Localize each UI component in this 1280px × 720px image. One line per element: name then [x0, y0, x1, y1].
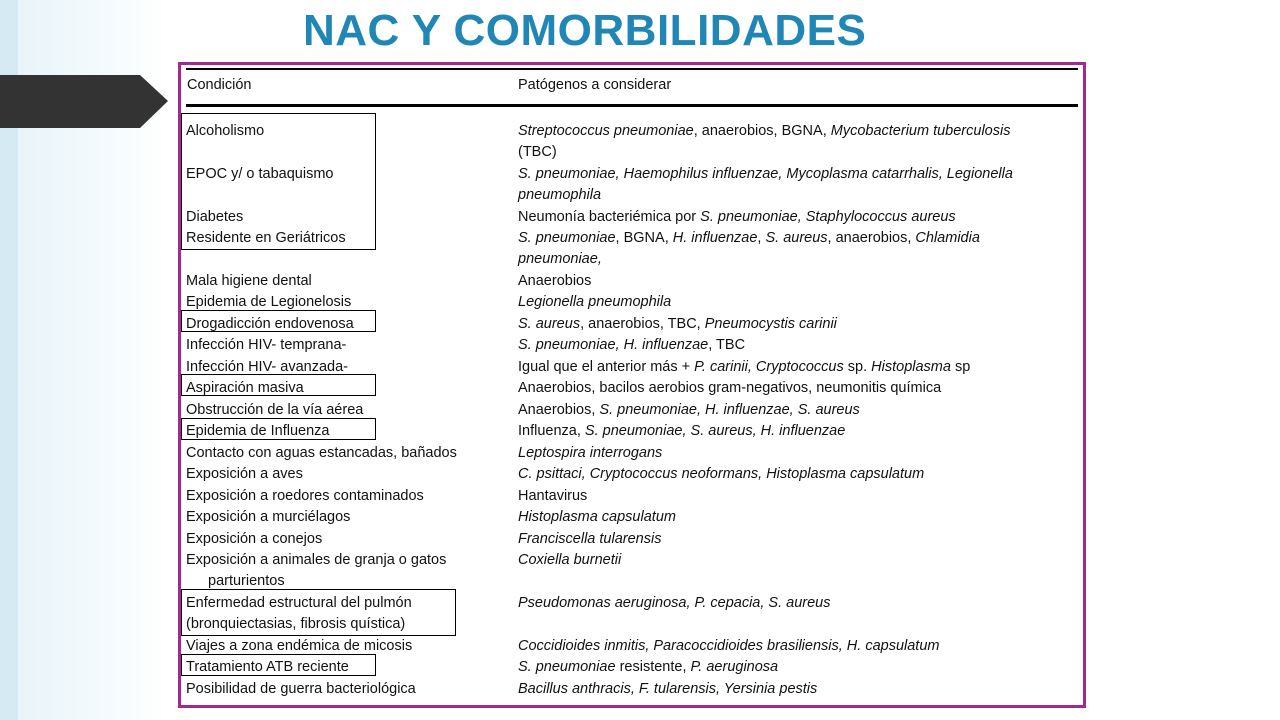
pathogen-text: Mycobacterium tuberculosis: [830, 123, 1011, 139]
arrow-decor-shape: [0, 75, 168, 128]
pathogen-text: S. aureus: [765, 230, 828, 246]
pathogen-text: P. aeruginosa: [690, 659, 779, 675]
condition-cell: Exposición a conejos: [186, 531, 323, 547]
condition-cell: Aspiración masiva: [186, 380, 304, 396]
pathogen-cell: [518, 164, 1013, 185]
pathogen-cell: [518, 357, 970, 378]
pathogen-text: pneumoniae,: [518, 251, 602, 267]
pathogen-text: Hantavirus: [518, 488, 588, 504]
pathogen-text: Histoplasma: [871, 359, 951, 375]
pathogen-text: Chlamidia: [915, 230, 980, 246]
pathogen-cell: [518, 271, 591, 292]
header-rule-bottom: [186, 104, 1078, 107]
pathogen-text: C. psittaci, Cryptococcus neoformans, Histoplasma capsulatum: [518, 466, 925, 482]
pathogen-text: (TBC): [518, 144, 557, 160]
pathogen-text: Pneumocystis carinii: [704, 316, 837, 332]
condition-cell: (bronquiectasias, fibrosis quística): [186, 616, 406, 632]
pathogen-cell: [518, 657, 778, 678]
pathogen-text: Leptospira interrogans: [518, 445, 663, 461]
pathogen-text: Anaerobios, bacilos aerobios gram-negativos, neumonitis química: [518, 380, 942, 396]
header-condition: Condición: [187, 77, 252, 93]
pathogen-text: Pseudomonas aeruginosa, P. cepacia, S. aureus: [518, 595, 831, 611]
condition-cell: Exposición a roedores contaminados: [186, 488, 424, 504]
pathogen-text: sp: [950, 359, 971, 375]
pathogen-cell: [518, 443, 662, 464]
condition-cell: Enfermedad estructural del pulmón: [186, 595, 412, 611]
pathogen-cell: [518, 335, 745, 356]
pathogen-cell: [518, 486, 587, 507]
pathogen-cell: [518, 185, 601, 206]
pathogen-text: Legionella pneumophila: [518, 294, 672, 310]
condition-cell: Exposición a animales de granja o gatos: [186, 552, 447, 568]
pathogen-text: , BGNA,: [615, 230, 673, 246]
pathogen-text: ,: [757, 230, 766, 246]
pathogen-cell: [518, 464, 924, 485]
condition-cell: Obstrucción de la vía aérea: [186, 402, 364, 418]
pathogen-text: Streptococcus pneumoniae: [518, 123, 694, 139]
pathogen-cell: [518, 292, 671, 313]
pathogen-text: S. pneumoniae, Staphylococcus aureus: [700, 209, 956, 225]
condition-cell: Tratamiento ATB reciente: [186, 659, 349, 675]
condition-cell: Alcoholismo: [186, 123, 265, 139]
pathogen-cell: [518, 679, 817, 700]
pathogen-cell: [518, 378, 941, 399]
pathogen-text: H. influenzae: [672, 230, 758, 246]
pathogen-text: Anaerobios: [518, 273, 592, 289]
condition-cell: Contacto con aguas estancadas, bañados: [186, 445, 457, 461]
pathogen-text: , anaerobios, TBC,: [580, 316, 705, 332]
pathogen-cell: [518, 207, 956, 228]
condition-cell: parturientos: [208, 573, 285, 589]
condition-cell: Drogadicción endovenosa: [186, 316, 354, 332]
pathogen-cell: [518, 228, 980, 249]
pathogen-text: Igual que el anterior más +: [518, 359, 695, 375]
pathogen-text: S. pneumoniae, S. aureus, H. influenzae: [584, 423, 846, 439]
pathogen-cell: [518, 142, 557, 163]
pathogen-text: S. pneumoniae, H. influenzae: [518, 337, 709, 353]
pathogen-text: S. pneumoniae, H. influenzae, S. aureus: [599, 402, 860, 418]
condition-cell: Exposición a murciélagos: [186, 509, 351, 525]
condition-cell: Infección HIV- temprana-: [186, 337, 347, 353]
pathogen-text: S. pneumoniae: [518, 659, 616, 675]
condition-cell: Diabetes: [186, 209, 244, 225]
pathogen-text: , anaerobios, BGNA,: [693, 123, 831, 139]
condition-cell: EPOC y/ o tabaquismo: [186, 166, 334, 182]
slide-title: NAC Y COMORBILIDADES: [303, 6, 867, 55]
condition-cell: Epidemia de Legionelosis: [186, 294, 352, 310]
pathogen-cell: [518, 550, 621, 571]
pathogen-text: sp.: [843, 359, 872, 375]
pathogen-text: Coxiella burnetii: [518, 552, 622, 568]
pathogen-text: resistente,: [615, 659, 691, 675]
pathogen-text: pneumophila: [518, 187, 602, 203]
condition-cell: Infección HIV- avanzada-: [186, 359, 349, 375]
pathogen-text: Influenza,: [518, 423, 585, 439]
header-rule-top: [186, 68, 1078, 70]
pathogen-text: Neumonía bacteriémica por: [518, 209, 701, 225]
pathogen-cell: [518, 593, 831, 614]
condition-cell: Epidemia de Influenza: [186, 423, 330, 439]
pathogen-cell: [518, 421, 845, 442]
condition-cell: Mala higiene dental: [186, 273, 312, 289]
pathogen-cell: [518, 249, 602, 270]
pathogen-text: , anaerobios,: [827, 230, 916, 246]
pathogen-text: Anaerobios,: [518, 402, 600, 418]
pathogen-text: Bacillus anthracis, F. tularensis, Yersinia pestis: [518, 681, 818, 697]
header-pathogens: Patógenos a considerar: [518, 77, 672, 93]
pathogen-cell: [518, 121, 1010, 142]
pathogen-cell: [518, 314, 837, 335]
condition-cell: Exposición a aves: [186, 466, 303, 482]
pathogen-cell: [518, 400, 860, 421]
pathogen-text: Histoplasma capsulatum: [518, 509, 676, 525]
pathogen-text: S. pneumoniae: [518, 230, 616, 246]
condition-cell: Residente en Geriátricos: [186, 230, 346, 246]
pathogen-cell: [518, 636, 939, 657]
comorbidity-table: [178, 62, 1086, 708]
condition-cell: Viajes a zona endémica de micosis: [186, 638, 413, 654]
pathogen-cell: [518, 507, 676, 528]
pathogen-text: P. carinii, Cryptococcus: [694, 359, 844, 375]
pathogen-text: S. pneumoniae, Haemophilus influenzae, Mycoplasma catarrhalis, Legionella: [518, 166, 1013, 182]
pathogen-text: Coccidioides inmitis, Paracoccidioides brasiliensis, H. capsulatum: [518, 638, 940, 654]
pathogen-cell: [518, 529, 661, 550]
condition-cell: Posibilidad de guerra bacteriológica: [186, 681, 416, 697]
pathogen-text: S. aureus: [518, 316, 581, 332]
pathogen-text: Franciscella tularensis: [518, 531, 662, 547]
pathogen-text: , TBC: [708, 337, 746, 353]
